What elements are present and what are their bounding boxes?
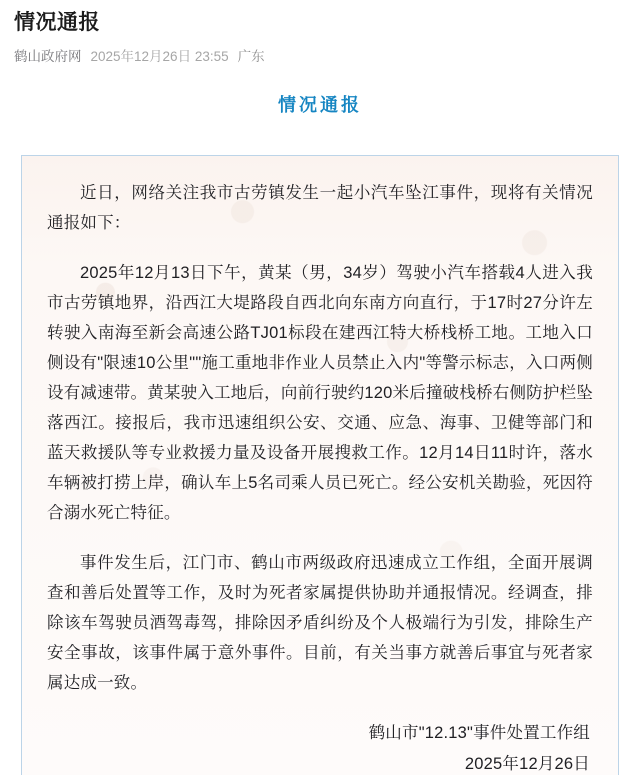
meta-source[interactable]: 鹤山政府网 — [14, 49, 82, 64]
article-meta — [14, 47, 626, 66]
meta-datetime: 2025年12月26日 23:55 — [90, 49, 229, 64]
notice-signature — [47, 718, 593, 775]
notice-paragraph-2: 2025年12月13日下午，黄某（男，34岁）驾驶小汽车搭载4人进入我市古劳镇地界，沿西江大堤路段自西北向东南方向直行，于17时27分许左转驶入南海至新会高速公路TJ01标段在建西江特大桥栈桥工地。工地入口侧设有"限速10公里""施工重地非作业人员禁止入内"等警示标志，入口两侧设有减速带。黄某驶入工地后，向前行驶约120米后撞破栈桥右侧防护栏坠落西江。接报后，我市迅速组织公安、交通、应急、海事、卫健等部门和蓝天救援队等专业救援力量及设备开展搜救工作。12月14日11时许，落水车辆被打捞上岸，确认车上5名司乘人员已死亡。经公安机关勘验，死因符合溺水死亡特征。 — [47, 264, 593, 522]
signature-organization: 鹤山市"12.13"事件处置工作组 — [368, 724, 590, 742]
article-header — [0, 0, 640, 66]
notice-paragraph-3: 事件发生后，江门市、鹤山市两级政府迅速成立工作组，全面开展调查和善后处置等工作，及时为死者家属提供协助并通报情况。经调查，排除该车驾驶员酒驾毒驾，排除因矛盾纠纷及个人极端行为引发，排除生产安全事故，该事件属于意外事件。目前，有关当事方就善后事宜与死者家属达成一致。 — [47, 554, 593, 692]
notice-title: 情况通报 — [278, 95, 362, 115]
notice-body-text — [47, 178, 593, 698]
notice-card — [21, 155, 619, 775]
page-title: 情况通报 — [14, 11, 100, 34]
notice-paragraph-1: 近日，网络关注我市古劳镇发生一起小汽车坠江事件，现将有关情况通报如下： — [47, 184, 593, 232]
notice-card-body — [22, 156, 618, 775]
meta-region: 广东 — [237, 49, 265, 64]
signature-date: 2025年12月26日 — [464, 755, 590, 773]
